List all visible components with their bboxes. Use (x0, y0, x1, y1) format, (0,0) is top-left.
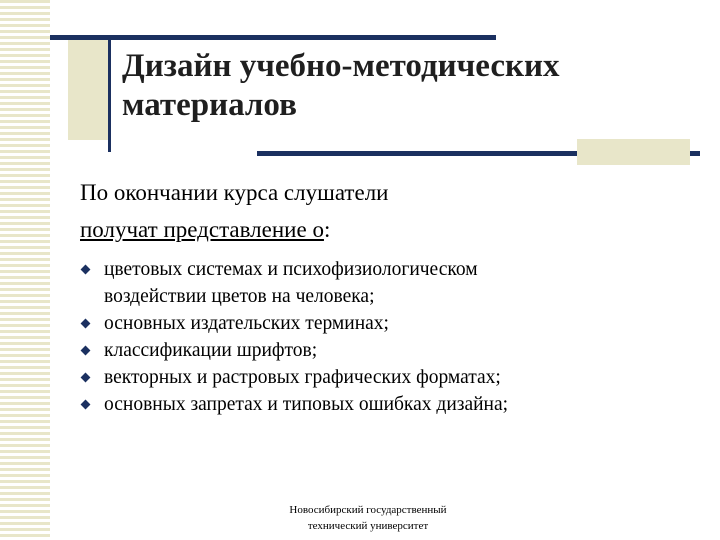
list-item (80, 337, 680, 364)
bullet-list (80, 256, 680, 418)
diamond-bullet-icon (81, 373, 91, 383)
slide-title (122, 47, 682, 125)
footer-line-2: технический университет (307, 520, 429, 532)
intro-underlined-phrase: получат представление о (80, 217, 324, 242)
intro-line-1: По окончании курса слушатели (80, 180, 389, 205)
list-item-line: воздействии цветов на человека; (104, 286, 375, 307)
striped-side-band (0, 0, 50, 540)
intro-colon: : (323, 217, 331, 242)
list-item (80, 364, 680, 391)
intro-text (80, 174, 680, 248)
slide-title-line-2: материалов (122, 87, 297, 123)
list-item-line: цветовых системах и психофизиологическом (104, 259, 478, 280)
list-item (80, 310, 680, 337)
footer-caption (240, 502, 496, 534)
footer-line-1: Новосибирский государственный (289, 504, 447, 516)
diamond-bullet-icon (81, 346, 91, 356)
title-vertical-rule (108, 40, 111, 152)
list-item-line: основных издательских терминах; (104, 313, 389, 334)
title-top-rule (50, 35, 496, 40)
corner-decor-box (577, 139, 690, 165)
diamond-bullet-icon (81, 265, 91, 275)
list-item (80, 391, 680, 418)
title-decor-box (68, 40, 108, 140)
list-item-line: классификации шрифтов; (104, 340, 318, 361)
list-item-line: векторных и растровых графических форматах; (104, 367, 501, 388)
slide-title-line-1: Дизайн учебно-методических (122, 48, 560, 84)
list-item-line: основных запретах и типовых ошибках дизайна; (104, 394, 509, 415)
intro-line-2 (80, 211, 680, 248)
list-item (80, 256, 680, 310)
diamond-bullet-icon (81, 400, 91, 410)
diamond-bullet-icon (81, 319, 91, 329)
